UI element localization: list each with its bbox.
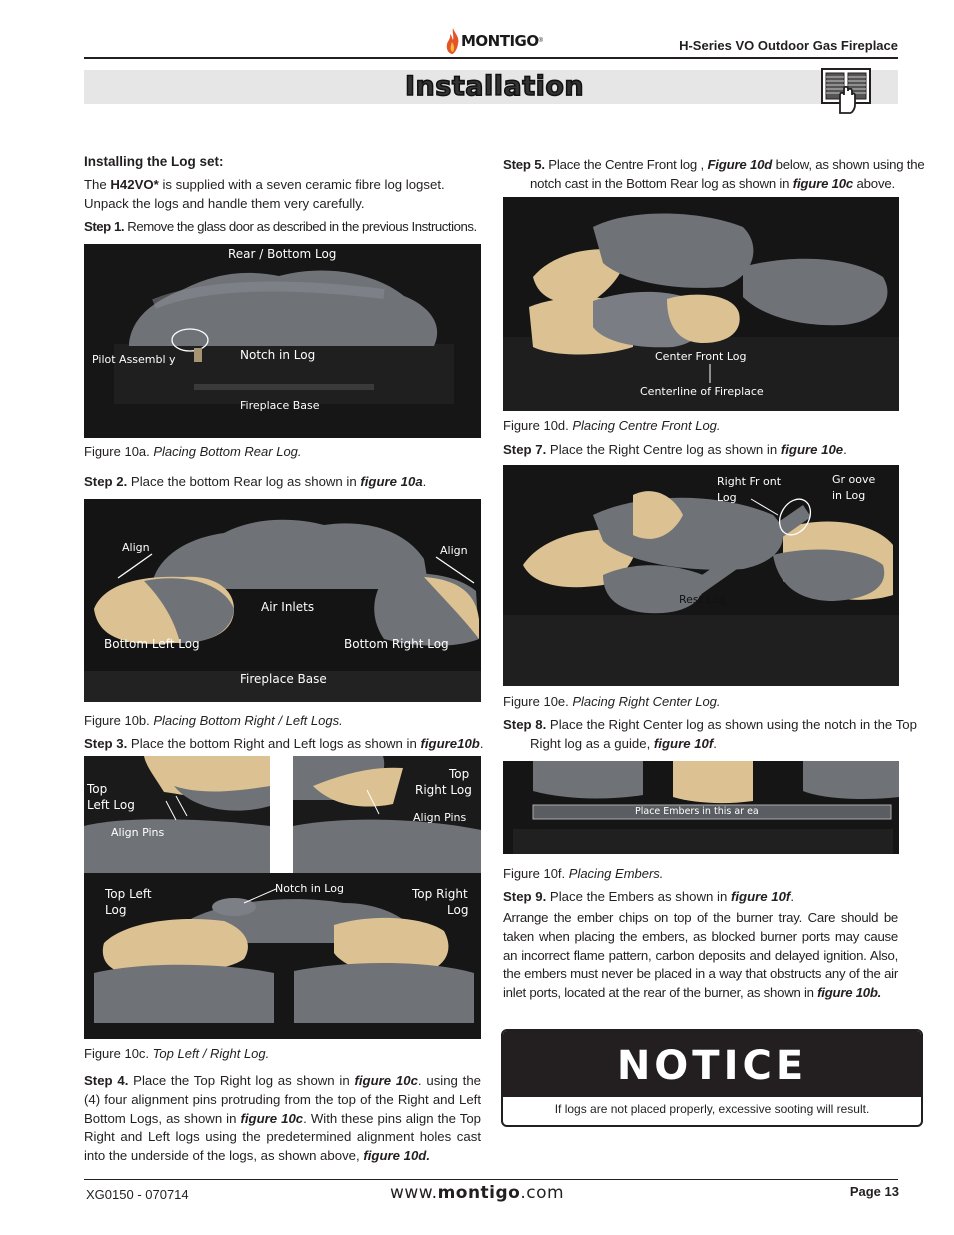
notice-title: NOTICE	[616, 1043, 808, 1089]
fig10c-label-top-2: Top	[449, 767, 470, 781]
figure-10c-photo-top-right	[293, 756, 481, 873]
intro-paragraph: The H42VO* is supplied with a seven ceramic fibre log logset. Unpack the logs and handle them very carefully.	[84, 177, 445, 211]
figure-10f-caption: Figure 10f. Placing Embers.	[503, 866, 664, 881]
fig10e-label-groove: Gr oove	[832, 473, 876, 486]
fig10e-label-right-front: Right Fr ont	[717, 475, 782, 488]
fig10e-label-rest-log: Rest Log	[679, 593, 727, 606]
figure-10a-photo	[84, 244, 481, 438]
document-title: H-Series VO Outdoor Gas Fireplace	[679, 38, 898, 53]
header-rule	[84, 57, 898, 59]
figure-10b-caption: Figure 10b. Placing Bottom Right / Left Logs.	[84, 713, 343, 728]
section-title: Installation	[405, 71, 585, 102]
fig10b-label-bottom-right: Bottom Right Log	[344, 637, 449, 651]
fig10c-label-top-left-log: Log	[105, 903, 127, 917]
fig10b-label-align-right: Align	[440, 544, 468, 557]
figure-10b-photo	[84, 499, 481, 702]
step-3-text: Step 3. Place the bottom Right and Left logs as shown in figure10b.	[84, 736, 484, 751]
fig10a-label-notch: Notch in Log	[240, 348, 316, 362]
step-9-text: Step 9. Place the Embers as shown in figure 10f.	[503, 889, 794, 904]
fig10a-label-rear-bottom: Rear / Bottom Log	[228, 247, 337, 261]
fig10c-label-top-right: Top Right	[412, 887, 468, 901]
fig10c-label-align-pins-right: Align Pins	[413, 811, 467, 824]
figure-10d-photo	[503, 197, 899, 411]
montigo-logo	[446, 26, 543, 56]
log-set-heading: Installing the Log set:	[84, 154, 224, 169]
fig10c-label-top-1: Top	[87, 782, 108, 796]
fig10c-label-align-pins-left: Align Pins	[111, 826, 165, 839]
fig10b-label-air-inlets: Air Inlets	[261, 600, 315, 614]
fig10c-label-top-right-log: Log	[447, 903, 469, 917]
footer-rule	[84, 1179, 898, 1180]
fig10a-label-pilot: Pilot Assembl y	[92, 353, 176, 366]
brand-name: MONTIGO	[461, 32, 539, 50]
figure-10c-photo-assembled	[84, 873, 481, 1039]
figure-10c-caption: Figure 10c. Top Left / Right Log.	[84, 1046, 270, 1061]
step-7-text: Step 7. Place the Right Centre log as shown in figure 10e.	[503, 442, 847, 457]
fig10b-label-bottom-left: Bottom Left Log	[104, 637, 200, 651]
fig10d-label-centerline: Centerline of Fireplace	[640, 385, 764, 398]
embers-paragraph: Arrange the ember chips on top of the burner tray. Care should be taken when placing the embers, as blocked burner ports may cause an incorrect flame pattern, carbon deposits and delayed ignition. Also, the embers must never be placed in a way that obstructs any of the air inlet ports, located at the rear of the burner, as shown in figure 10b.	[503, 910, 898, 1001]
fig10c-label-left-log: Left Log	[87, 798, 135, 812]
fig10b-label-base: Fireplace Base	[240, 672, 327, 686]
step-4-text: Step 4. Place the Top Right log as shown in figure 10c. using the (4) four alignment pins protruding from the top of the Right and Left Bottom Logs, as shown in figure 10c. With these pins align the Top Right and Left logs using the predetermined alignment holes cast into the underside of the logs, as shown above, figure 10d.	[84, 1073, 481, 1164]
fig10c-label-top-left: Top Left	[105, 887, 152, 901]
figure-10e-photo	[503, 465, 899, 686]
registered-mark: ®	[538, 38, 544, 44]
step-8-text: Step 8. Place the Right Center log as shown using the notch in the Top Right log as a guide, figure 10f.	[503, 717, 917, 751]
figure-10e-caption: Figure 10e. Placing Right Center Log.	[503, 694, 721, 709]
fig10f-label-embers-area: Place Embers in this ar ea	[635, 806, 759, 817]
step-2-text: Step 2. Place the bottom Rear log as shown in figure 10a.	[84, 474, 427, 489]
figure-10c-photo-top-left	[84, 756, 270, 873]
flame-icon	[446, 28, 460, 54]
step-5-text: Step 5. Place the Centre Front log , Figure 10d below, as shown using the notch cast in the Bottom Rear log as shown in figure 10c above.	[503, 157, 925, 191]
document-code: XG0150 - 070714	[86, 1187, 189, 1202]
page-number: Page 13	[849, 1184, 899, 1199]
fig10a-label-base: Fireplace Base	[240, 399, 320, 412]
fig10c-label-right-log: Right Log	[415, 783, 472, 797]
fig10d-label-center-front: Center Front Log	[655, 350, 747, 363]
website-url: www.montigo.com	[390, 1183, 565, 1203]
step-1-text: Step 1. Remove the glass door as described in the previous Instructions.	[84, 219, 477, 234]
notice-box	[501, 1029, 923, 1127]
fig10e-label-right-front-log: Log	[717, 491, 737, 504]
figure-10f-photo	[503, 761, 899, 854]
figure-10a-caption: Figure 10a. Placing Bottom Rear Log.	[84, 444, 302, 459]
fig10c-label-notch: Notch in Log	[275, 882, 344, 895]
figure-10d-caption: Figure 10d. Placing Centre Front Log.	[503, 418, 721, 433]
fireplace-hand-icon	[820, 65, 872, 115]
fig10b-label-align-left: Align	[122, 541, 150, 554]
notice-text: If logs are not placed properly, excessive sooting will result.	[554, 1102, 870, 1116]
fig10e-label-groove-in-log: in Log	[832, 489, 866, 502]
